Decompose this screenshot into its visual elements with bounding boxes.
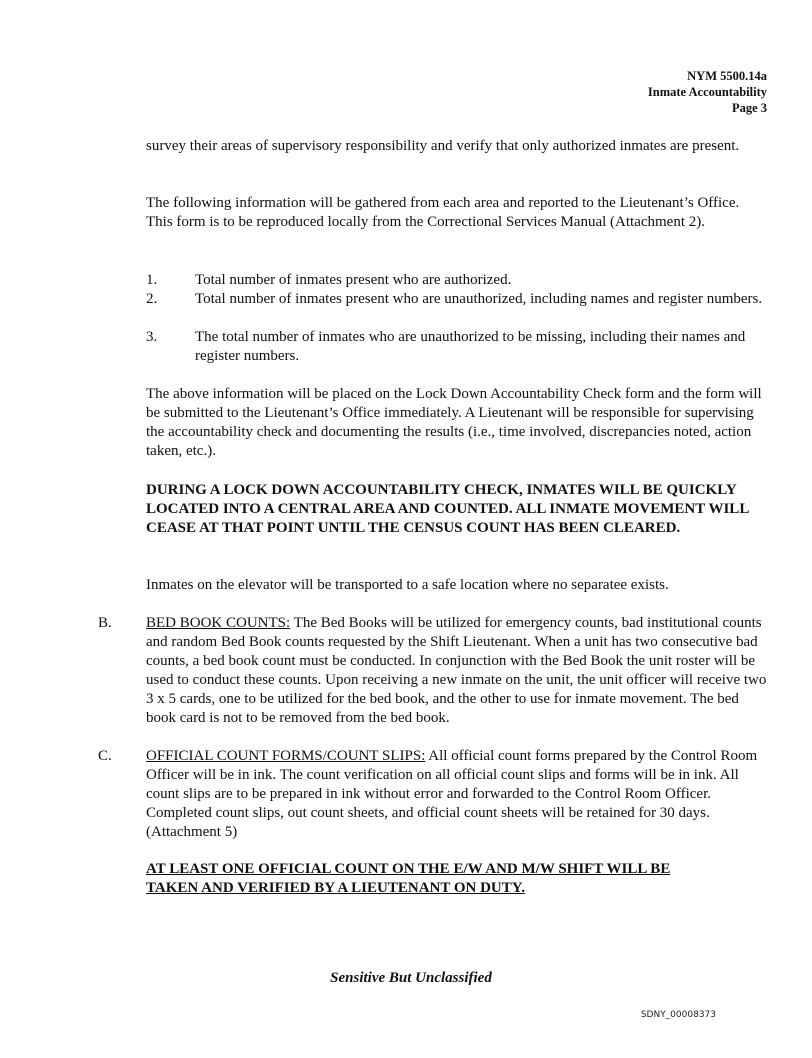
list-text: The total number of inmates who are unauthorized to be missing, including their names and register numbers. [195, 329, 746, 364]
classification-footer: Sensitive But Unclassified [330, 970, 492, 986]
bates-number: SDNY_00008373 [640, 1010, 716, 1020]
doc-number: NYM 5500.14a [687, 69, 767, 83]
section-c-paragraph [146, 747, 768, 842]
body-paragraph-3: The above information will be placed on the Lock Down Accountability Check form and the form will be submitted to the Lieutenant’s Office immediately. A Lieutenant will be responsible for supervising the accountability check and documenting the results (i.e., time involved, discrepancies noted, action taken, etc.). [146, 386, 762, 459]
section-c-letter: C. [98, 748, 112, 764]
lockdown-notice: DURING A LOCK DOWN ACCOUNTABILITY CHECK, INMATES WILL BE QUICKLY LOCATED INTO A CENTRAL AREA AND COUNTED. ALL INMATE MOVEMENT WILL CEASE AT THAT POINT UNTIL THE CENSUS COUNT HAS BEEN CLEARED. [146, 482, 749, 536]
page-number: Page 3 [731, 101, 767, 115]
list-text: Total number of inmates present who are unauthorized, including names and register numbers. [195, 291, 763, 307]
intro-paragraph-1: survey their areas of supervisory responsibility and verify that only authorized inmates are present. [146, 138, 740, 154]
list-text: Total number of inmates present who are authorized. [195, 272, 512, 288]
section-b-heading: BED BOOK COUNTS: [146, 615, 291, 631]
list-number: 3. [146, 329, 158, 345]
doc-subject: Inmate Accountability [647, 85, 767, 99]
section-b-letter: B. [98, 615, 112, 631]
section-b-text: The Bed Books will be utilized for emergency counts, bad institutional counts and random Bed Book counts requested by the Shift Lieutenant. When a unit has two consecutive bad counts, a bed book count must be conducted. In conjunction with the Bed Book the unit roster will be used to conduct these counts. Upon receiving a new inmate on the unit, the unit officer will receive two 3 x 5 cards, one to be utilized for the bed book, and the other to use for inmate movement. The bed book card is not to be removed from the bed book. [146, 615, 767, 726]
intro-paragraph-2: The following information will be gathered from each area and reported to the Lieutenant’s Office. This form is to be reproduced locally from the Correctional Services Manual (Attachment 2). [146, 195, 740, 230]
official-count-notice: AT LEAST ONE OFFICIAL COUNT ON THE E/W AND M/W SHIFT WILL BE TAKEN AND VERIFIED BY A LIEUTENANT ON DUTY. [146, 861, 671, 896]
elevator-paragraph: Inmates on the elevator will be transported to a safe location where no separatee exists. [146, 577, 669, 593]
section-c-text: All official count forms prepared by the Control Room Officer will be in ink. The count verification on all official count slips and forms will be in ink. All count slips are to be prepared in ink without error and forwarded to the Control Room Officer. Completed count slips, out count sheets, and official count sheets will be retained for 30 days. (Attachment 5) [146, 748, 758, 840]
section-c-heading: OFFICIAL COUNT FORMS/COUNT SLIPS: [146, 748, 426, 764]
page-header [648, 68, 767, 116]
section-b-paragraph [146, 614, 768, 728]
list-number: 1. [146, 272, 158, 288]
list-number: 2. [146, 291, 158, 307]
